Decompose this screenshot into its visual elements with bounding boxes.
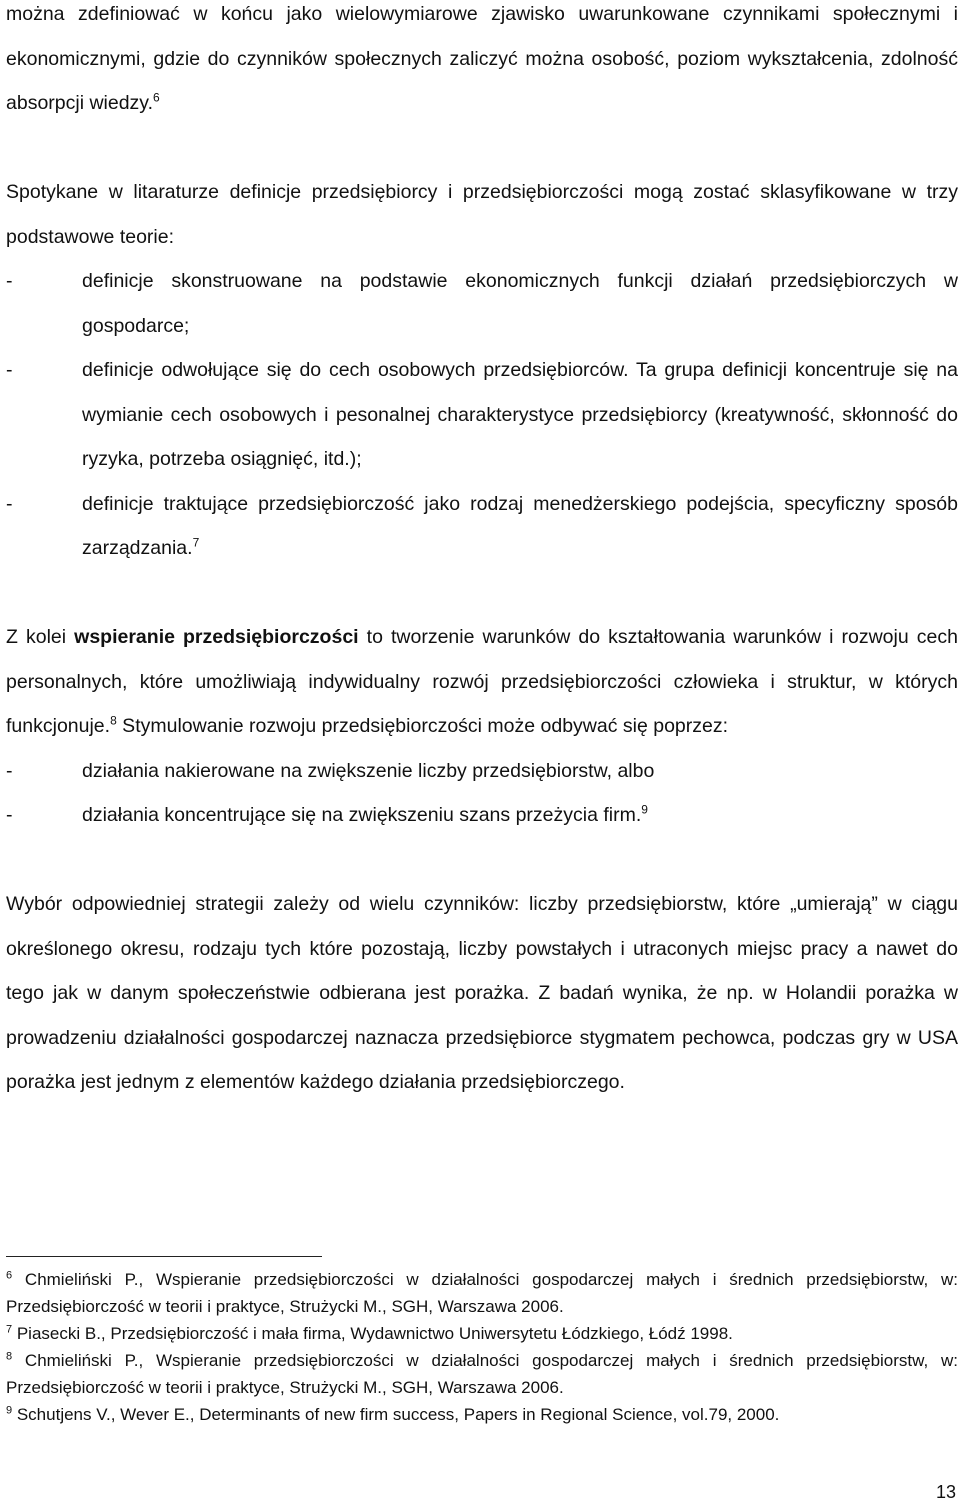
list-item-text: definicje odwołujące się do cech osobowych przedsiębiorców. Ta grupa definicji koncentruje się na wymianie cech osobowych i pesonalnej charakterystyce przedsiębiorcy (kreatywność, skłonność do ryzyka, potrzeba osiągnięć, itd.); [82, 359, 958, 470]
emphasis-term: wspieranie przedsiębiorczości [74, 626, 359, 648]
list-dash: - [6, 759, 13, 782]
footnote-ref-7[interactable]: 7 [192, 535, 200, 550]
footnote-9 [6, 1401, 958, 1428]
footnote-ref-9[interactable]: 9 [641, 802, 648, 817]
footnote-text: Piasecki B., Przedsiębiorczość i mała firma, Wydawnictwo Uniwersytetu Łódzkiego, Łódź 1998. [12, 1324, 733, 1343]
paragraph-gap [6, 838, 958, 883]
list-item [6, 348, 958, 482]
list-dash: - [6, 270, 13, 292]
paragraph-2-text: Spotykane w litaraturze definicje przedsiębiorcy i przedsiębiorczości mogą zostać sklasyfikowane w trzy podstawowe teorie: [6, 181, 958, 248]
paragraph-4 [6, 882, 958, 1105]
list-item [6, 482, 958, 571]
list-dash: - [6, 492, 13, 515]
paragraph-gap [6, 126, 958, 171]
list-item-text: działania nakierowane na zwiększenie liczby przedsiębiorstw, albo [82, 759, 655, 782]
footnote-7 [6, 1320, 958, 1347]
list-item-text: działania koncentrujące się na zwiększeniu szans przeżycia firm.$^9$ [82, 802, 648, 826]
footnote-separator [6, 1256, 322, 1257]
paragraph-1-text: można zdefiniować w końcu jako wielowymiarowe zjawisko uwarunkowane czynnikami społecznymi i ekonomicznymi, gdzie do czynników społecznych zaliczyć można osobość, poziom wykształcenia, zdolność absorpcji wiedzy. [6, 3, 958, 114]
paragraph-2 [6, 170, 958, 259]
footnote-ref-8[interactable]: 8 [110, 713, 117, 728]
support-list [6, 749, 958, 838]
definitions-list [6, 259, 958, 571]
page-number: 13 [935, 1482, 956, 1502]
list-dash: - [6, 804, 13, 826]
list-dash: - [6, 359, 13, 381]
paragraph-4-text: Wybór odpowiedniej strategii zależy od wielu czynników: liczby przedsiębiorstw, które „umierają” w ciągu określonego okresu, rodzaju tych które pozostają, liczby powstałych i utraconych miejsc pracy a nawet do tego jak w danym społeczeństwie odbierana jest porażka. Z badań wynika, że np. w Holandii porażka w prowadzeniu działalności gospodarczej naznacza przedsiębiorce stygmatem pechowca, podczas gry w USA porażka jest jednym z elementów każdego działania przedsiębiorczego. [6, 893, 958, 1093]
footnotes [6, 1266, 958, 1428]
footnote-text: Chmieliński P., Wspieranie przedsiębiorczości w działalności gospodarczej małych i średnich przedsiębiorstw, w: Przedsiębiorczość w teorii i praktyce, Strużycki M., SGH, Warszawa 2006. [6, 1351, 958, 1397]
footnote-number: 6 [6, 1269, 13, 1282]
list-item-text: definicje skonstruowane na podstawie ekonomicznych funkcji działań przedsiębiorczych w gospodarce; [82, 270, 958, 337]
paragraph-gap [6, 571, 958, 616]
footnote-6 [6, 1266, 958, 1320]
paragraph-3: Z kolei wspieranie przedsiębiorczości to tworzenie warunków do kształtowania warunków i rozwoju cech personalnych, które umożliwiają indywidualny rozwój przedsiębiorczości człowieka i struktur, w których funkcjonuje.$^8$ Stymulowanie rozwoju przedsiębiorczości może odbywać się poprzez: [6, 626, 958, 737]
footnote-text: Schutjens V., Wever E., Determinants of new firm success, Papers in Regional Science, vol.79, 2000. [12, 1405, 780, 1424]
footnote-number: 8 [6, 1350, 13, 1363]
footnote-number: 9 [6, 1404, 13, 1417]
list-item-text: definicje traktujące przedsiębiorczość jako rodzaj menedżerskiego podejścia, specyficzny sposób zarządzania.$^7$ [82, 492, 958, 559]
list-item [6, 793, 958, 838]
footnote-number: 7 [6, 1323, 13, 1336]
body-text [6, 0, 958, 1105]
footnote-8 [6, 1347, 958, 1401]
list-item [6, 259, 958, 348]
footnote-ref-6[interactable]: 6 [153, 90, 160, 105]
footnote-text: Chmieliński P., Wspieranie przedsiębiorczości w działalności gospodarczej małych i średnich przedsiębiorstw, w: Przedsiębiorczość w teorii i praktyce, Strużycki M., SGH, Warszawa 2006. [6, 1270, 958, 1316]
paragraph-1 [6, 0, 958, 126]
list-item [6, 749, 958, 794]
